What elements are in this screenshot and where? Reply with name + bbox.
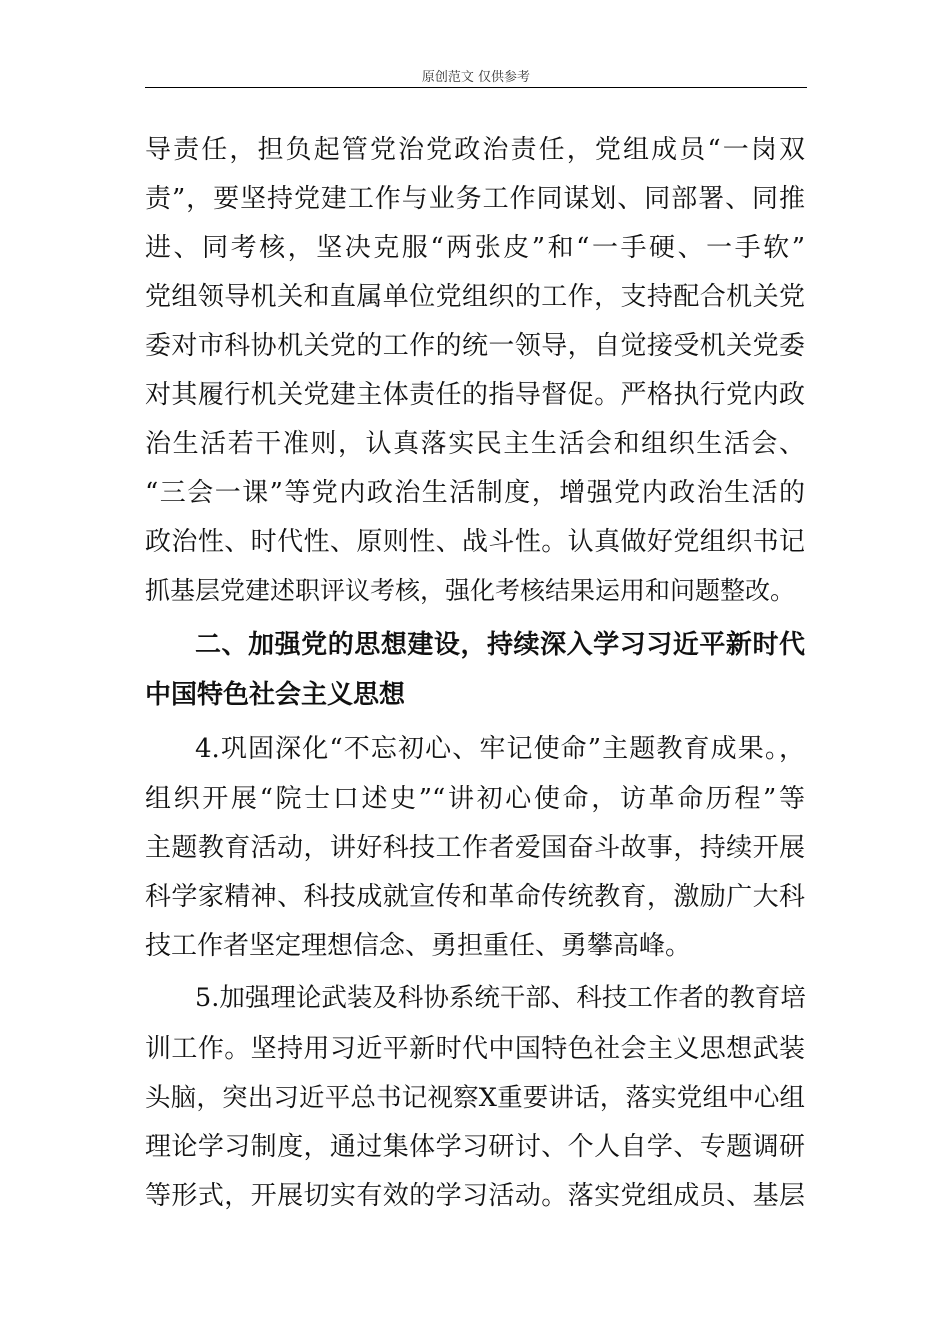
page-header: 原创范文 仅供参考 [421, 70, 531, 85]
body-line: 进、同考核，坚决克服“两张皮”和“一手硬、一手软” [145, 233, 805, 263]
body-line: 导责任，担负起管党治党政治责任，党组成员“一岗双 [145, 135, 805, 165]
body-line: 等形式，开展切实有效的学习活动。落实党组成员、基层 [145, 1181, 805, 1211]
body-line: 治生活若干准则，认真落实民主生活会和组织生活会、 [145, 429, 805, 459]
body-line: 4.巩固深化“不忘初心、牢记使命”主题教育成果。， [195, 734, 805, 764]
body-line: “三会一课”等党内政治生活制度，增强党内政治生活的 [145, 478, 805, 508]
body-line: 责”，要坚持党建工作与业务工作同谋划、同部署、同推 [145, 184, 805, 214]
body-line: 主题教育活动，讲好科技工作者爱国奋斗故事，持续开展 [145, 833, 805, 863]
body-line: 委对市科协机关党的工作的统一领导，自觉接受机关党委 [145, 331, 805, 361]
body-line: 训工作。坚持用习近平新时代中国特色社会主义思想武装 [145, 1034, 805, 1064]
body-line: 对其履行机关党建主体责任的指导督促。严格执行党内政 [145, 380, 805, 410]
body-line: 头脑，突出习近平总书记视察X重要讲话，落实党组中心组 [145, 1083, 805, 1113]
body-line: 抓基层党建述职评议考核，强化考核结果运用和问题整改。 [145, 576, 796, 605]
body-line: 技工作者坚定理想信念、勇担重任、勇攀高峰。 [145, 931, 692, 961]
body-line: 科学家精神、科技成就宣传和革命传统教育，激励广大科 [145, 882, 805, 912]
body-line: 党组领导机关和直属单位党组织的工作，支持配合机关党 [145, 282, 805, 312]
body-line: 理论学习制度，通过集体学习研讨、个人自学、专题调研 [145, 1132, 805, 1162]
body-line: 政治性、时代性、原则性、战斗性。认真做好党组织书记 [145, 527, 805, 557]
body-line: 5.加强理论武装及科协系统干部、科技工作者的教育培 [195, 983, 806, 1013]
section-heading: 中国特色社会主义思想 [145, 680, 406, 710]
body-line: 组织开展“院士口述史”“讲初心使命，访革命历程”等 [145, 784, 805, 814]
header-divider [145, 87, 807, 88]
section-heading: 二、加强党的思想建设，持续深入学习习近平新时代 [195, 630, 805, 660]
